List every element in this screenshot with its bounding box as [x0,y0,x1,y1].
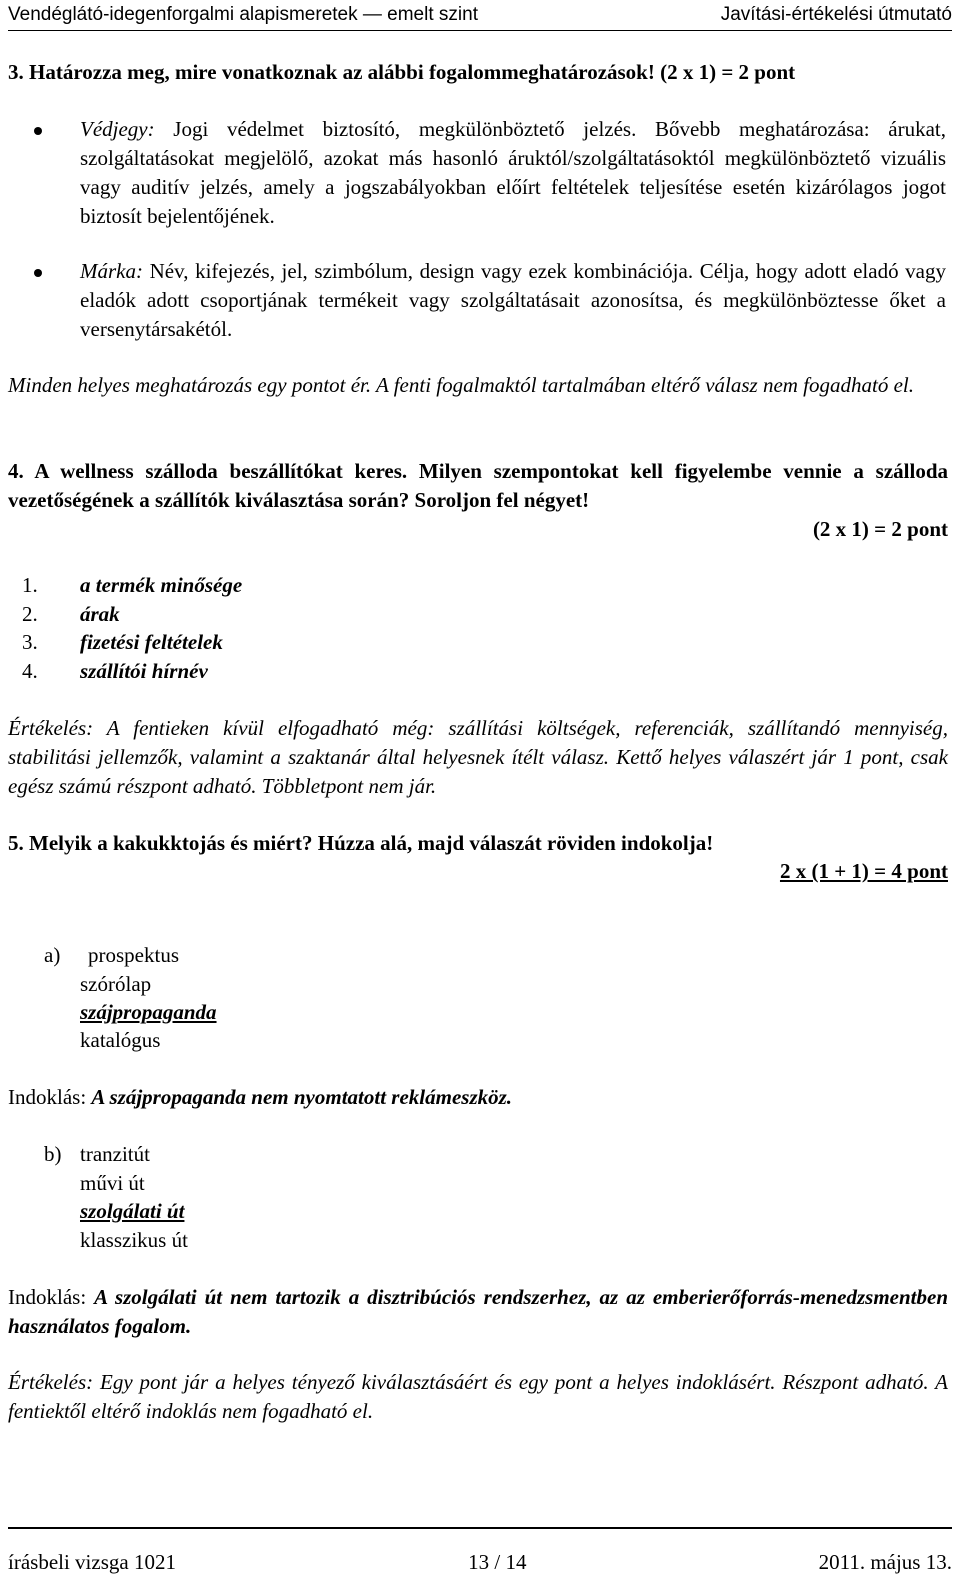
q5b-option: tranzitút [80,1142,150,1166]
q5a-label: a) [44,943,61,967]
q3-item1-term: Védjegy: [80,117,155,141]
q3-item-marka [80,257,946,344]
page-footer [8,1548,952,1576]
q4-answer: árak [80,602,120,626]
q3-item-vedjegy [80,115,946,231]
q4-points: (2 x 1) = 2 pont [812,517,948,541]
q4-answer-number: 3. [22,630,38,654]
q5-points: 2 x (1 + 1) = 4 pont [779,859,948,883]
q5a-reason [8,1083,948,1112]
q5a-option: szórólap [80,972,152,996]
q5a-option: prospektus [88,943,179,967]
q5a-option: katalógus [80,1028,161,1052]
footer-exam-code: írásbeli vizsga 1021 [8,1550,176,1574]
q3-title: 3. Határozza meg, mire vonatkoznak az alábbi fogalommeghatározások! (2 x 1) = 2 pont [8,60,796,84]
q5a-reason-text: A szájpropaganda nem nyomtatott reklámeszköz. [91,1085,513,1109]
q4-evaluation: Értékelés: A fentieken kívül elfogadható még: szállítási költségek, referenciák, szállítandó mennyiség, stabilitási jellemzők, valamint a szaktanár által helyesnek ítélt válasz. Kettő helyes válaszért jár 1 pont, csak egész számú részpont adható. Többletpont nem jár. [8,716,948,798]
q4-answer: fizetési feltételek [80,630,223,654]
q4-answer-number: 2. [22,602,38,626]
q3-item2-text: Név, kifejezés, jel, szimbólum, design vagy ezek kombinációja. Célja, hogy adott eladó vagy eladók adott csoportjának termékeit vagy szolgáltatásait azonosítsa, és megkülönböztesse őket a versenytársakétól. [80,259,946,341]
q4-answer-number: 1. [22,573,38,597]
q5a-reason-label: Indoklás: [8,1085,92,1109]
header-doc-type: Javítási-értékelési útmutató [720,4,952,25]
footer-divider [8,1527,952,1529]
bullet-icon [34,269,42,277]
q4-answer: a termék minősége [80,573,243,597]
q5-title: 5. Melyik a kakukktojás és miért? Húzza alá, majd válaszát röviden indokolja! [8,831,714,855]
q4-title: 4. A wellness szálloda beszállítókat keres. Milyen szempontokat kell figyelembe vennie a szálloda vezetőségének a szállítók kiválasztása során? Soroljon fel négyet! [8,459,948,512]
bullet-icon [34,127,42,135]
q5b-option: klasszikus út [80,1228,188,1252]
q5b-reason-label: Indoklás: [8,1285,95,1309]
q3-item1-text: Jogi védelmet biztosító, megkülönböztető jelzés. Bővebb meghatározása: árukat, szolgáltatásokat megjelölő, azokat más hasonló áruktól/szolgáltatásoktól megkülönböztető vizuális vagy auditív jelzés, amely a jogszabályokban előírt feltételek teljesítése esetén kizárólagos jogot biztosít bejelentőjének. [80,117,946,228]
q5b-option: művi út [80,1171,145,1195]
q4-answer-number: 4. [22,659,38,683]
header-subject: Vendéglátó-idegenforgalmi alapismeretek — emelt szint [8,4,478,25]
q4-answer: szállítói hírnév [80,659,208,683]
q5b-reason [8,1283,948,1341]
q5a-option-correct: szájpropaganda [80,1000,217,1024]
q5b-label: b) [44,1142,62,1166]
q5b-option-correct: szolgálati út [80,1199,185,1223]
q5b-reason-text: A szolgálati út nem tartozik a disztribúciós rendszerhez, az az emberierőforrás-menedzsmentben használatos fogalom. [8,1285,948,1338]
page-header [8,2,952,31]
q3-item2-term: Márka: [80,259,143,283]
footer-date: 2011. május 13. [818,1550,952,1574]
q3-note: Minden helyes meghatározás egy pontot ér. A fenti fogalmaktól tartalmában eltérő válasz nem fogadható el. [8,373,915,397]
q5-evaluation: Értékelés: Egy pont jár a helyes tényező kiválasztásáért és egy pont a helyes indoklásért. Részpont adható. A fentiektől eltérő indoklás nem fogadható el. [8,1370,948,1423]
footer-page-number: 13 / 14 [468,1550,527,1574]
